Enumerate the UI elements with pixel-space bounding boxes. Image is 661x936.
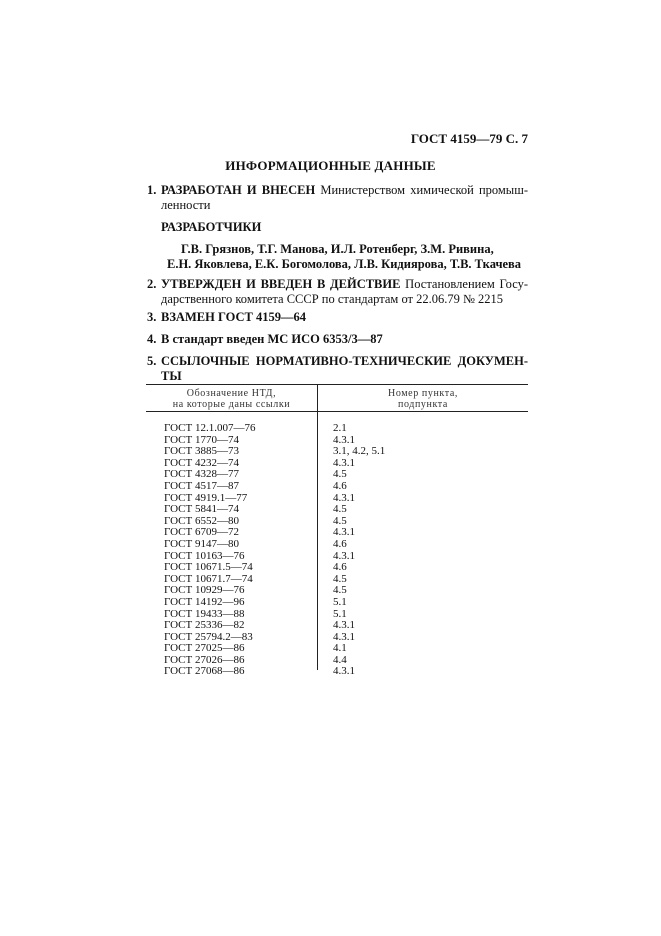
item-number: 1. [147, 183, 157, 197]
referenced-document: ГОСТ 9147—80 [164, 537, 239, 550]
referenced-document: ГОСТ 25794.2—83 [164, 630, 253, 643]
item-text: Постановлением Госу-дарственного комитета СССР по стандартам от 22.06.79 № 2215 [161, 277, 528, 306]
item-number: 3. [147, 310, 157, 324]
item-bold-text: РАЗРАБОТАН И ВНЕСЕН [161, 183, 316, 197]
referenced-document: ГОСТ 3885—73 [164, 445, 239, 458]
referenced-document: ГОСТ 1770—74 [164, 433, 239, 446]
referenced-document: ГОСТ 4919.1—77 [164, 491, 248, 504]
item-text: В стандарт введен МС ИСО 6353/3—87 [161, 332, 383, 346]
clause-number: 4.3.1 [333, 665, 355, 678]
clause-number: 4.1 [333, 642, 347, 655]
clause-number: 4.5 [333, 503, 347, 516]
item-body [147, 310, 528, 325]
item-body [147, 183, 528, 213]
table-header-rule [146, 411, 528, 412]
column-header-line: подпункта [398, 399, 448, 410]
table-row [146, 620, 528, 632]
clause-number: 4.6 [333, 537, 347, 550]
developers-line-1: Г.В. Грязнов, Т.Г. Манова, И.Л. Ротенберг, З.М. Ривина, [181, 242, 494, 256]
clause-number: 2.1 [333, 422, 347, 434]
referenced-document: ГОСТ 27068—86 [164, 665, 245, 678]
clause-number: 4.3.1 [333, 526, 355, 539]
clause-number: 4.5 [333, 468, 347, 481]
clause-number: 4.4 [333, 653, 347, 666]
column-header-clause [318, 388, 528, 410]
item-bold-text: ВЗАМЕН ГОСТ 4159—64 [161, 310, 306, 324]
clause-number: 5.1 [333, 607, 347, 620]
clause-number: 4.3.1 [333, 491, 355, 504]
item-text: Министерством химической промыш-ленности [161, 183, 528, 212]
clause-number: 4.3.1 [333, 630, 355, 643]
table-row [146, 666, 528, 678]
item-bold-text: ССЫЛОЧНЫЕ НОРМАТИВНО-ТЕХНИЧЕСКИЕ ДОКУМЕН-ТЫ [161, 354, 528, 383]
referenced-document: ГОСТ 5841—74 [164, 503, 239, 516]
referenced-document: ГОСТ 6709—72 [164, 526, 239, 539]
item-bold-text: УТВЕРЖДЕН И ВВЕДЕН В ДЕЙСТВИЕ [161, 277, 401, 291]
item-number: 4. [147, 332, 157, 346]
table-row [146, 504, 528, 516]
clause-number: 4.6 [333, 561, 347, 574]
clause-number: 4.3.1 [333, 433, 355, 446]
developers-heading: РАЗРАБОТЧИКИ [161, 220, 262, 234]
referenced-document: ГОСТ 6552—80 [164, 514, 239, 527]
referenced-document: ГОСТ 25336—82 [164, 619, 245, 632]
clause-number: 4.5 [333, 514, 347, 527]
item-3 [147, 310, 528, 325]
column-header-line: на которые даны ссылки [172, 399, 291, 410]
referenced-document: ГОСТ 4232—74 [164, 456, 239, 469]
table-row [146, 597, 528, 609]
reference-table [146, 384, 528, 678]
document-title: ИНФОРМАЦИОННЫЕ ДАННЫЕ [225, 158, 436, 173]
referenced-document: ГОСТ 10671.7—74 [164, 572, 253, 585]
column-header-line: Обозначение НТД, [186, 388, 277, 399]
column-header-line: Номер пункта, [388, 388, 458, 399]
table-row [146, 423, 528, 435]
column-header-document [146, 388, 317, 410]
table-top-rule [146, 384, 528, 385]
item-body [147, 354, 528, 384]
clause-number: 5.1 [333, 595, 347, 608]
clause-number: 4.3.1 [333, 619, 355, 632]
referenced-document: ГОСТ 10671.5—74 [164, 561, 253, 574]
clause-number: 4.6 [333, 479, 347, 492]
item-5 [147, 354, 528, 384]
developers-line-2: Е.Н. Яковлева, Е.К. Богомолова, Л.В. Кидиярова, Т.В. Ткачева [167, 257, 522, 271]
table-row [146, 562, 528, 574]
referenced-document: ГОСТ 27026—86 [164, 653, 245, 666]
referenced-document: ГОСТ 12.1.007—76 [164, 422, 256, 434]
developers-list [161, 242, 527, 272]
clause-number: 4.5 [333, 584, 347, 597]
item-2 [147, 277, 528, 307]
table-row [146, 539, 528, 551]
referenced-document: ГОСТ 10163—76 [164, 549, 245, 562]
clause-number: 4.3.1 [333, 549, 355, 562]
item-1 [147, 183, 528, 213]
item-body [147, 277, 528, 307]
clause-number: 3.1, 4.2, 5.1 [333, 445, 386, 458]
table-row [146, 481, 528, 493]
item-number: 5. [147, 354, 157, 368]
referenced-document: ГОСТ 10929—76 [164, 584, 245, 597]
clause-number: 4.5 [333, 572, 347, 585]
referenced-document: ГОСТ 27025—86 [164, 642, 245, 655]
item-number: 2. [147, 277, 157, 291]
referenced-document: ГОСТ 4517—87 [164, 479, 239, 492]
referenced-document: ГОСТ 4328—77 [164, 468, 239, 481]
referenced-document: ГОСТ 19433—88 [164, 607, 245, 620]
item-4 [147, 332, 528, 347]
clause-number: 4.3.1 [333, 456, 355, 469]
referenced-document: ГОСТ 14192—96 [164, 595, 245, 608]
item-body [147, 332, 528, 347]
table-body [146, 423, 528, 678]
page-header-doc-ref: ГОСТ 4159—79 С. 7 [410, 131, 528, 146]
